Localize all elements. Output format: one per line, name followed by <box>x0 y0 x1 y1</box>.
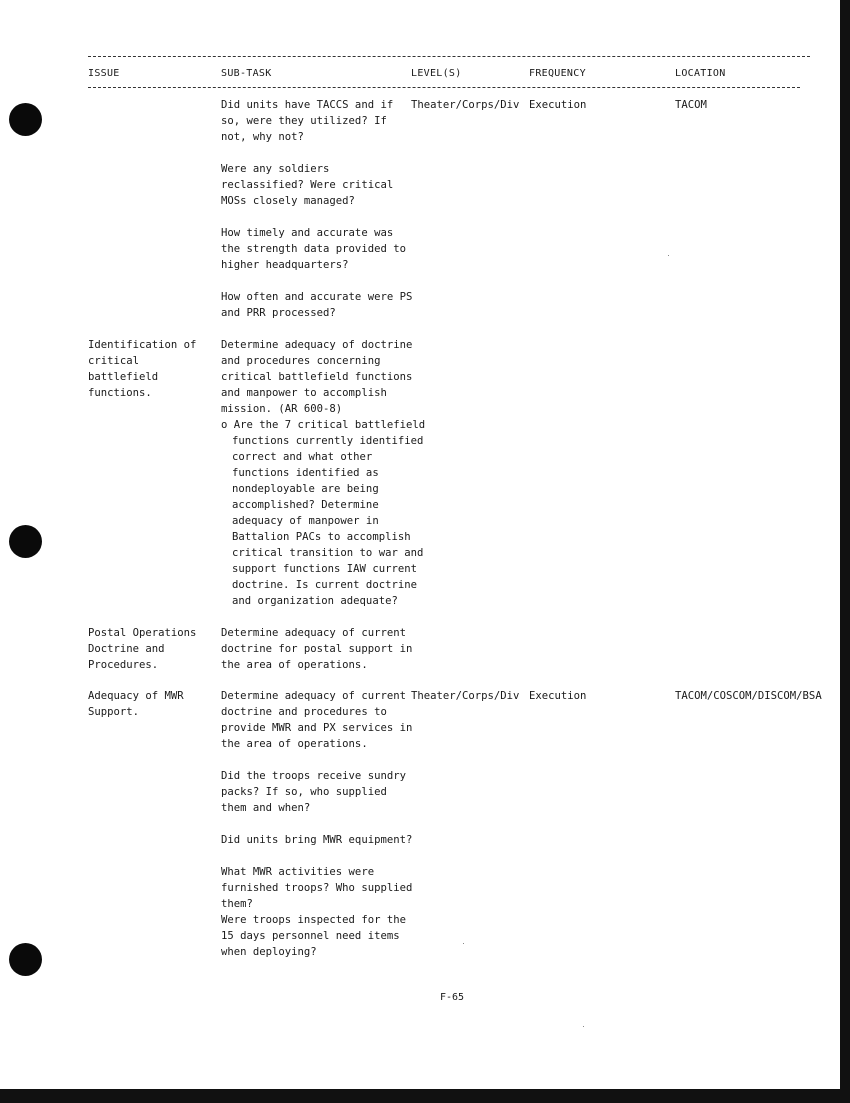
subtask-text: Determine adequacy of current doctrine and procedures to provide MWR and PX services in the area of operations. <box>221 690 413 750</box>
issue-cell: Identification of critical battlefield functions. <box>88 339 197 399</box>
subtask-text: Determine adequacy of doctrine and procedures concerning critical battlefield functions and manpower to accomplish mission. (AR 600-8) <box>221 339 413 415</box>
issue-cell: Postal Operations Doctrine and Procedures. <box>88 627 197 671</box>
subtask-text: Did the troops receive sundry packs? If so, who supplied them and when? <box>221 770 406 814</box>
frequency-cell: Execution <box>529 99 587 111</box>
subtask-text: How often and accurate were PS and PRR processed? <box>221 291 413 319</box>
punch-hole <box>9 525 42 558</box>
subtask-text: Determine adequacy of current doctrine for postal support in the area of operations. <box>221 627 413 671</box>
punch-hole <box>9 103 42 136</box>
subtask-text: What MWR activities were furnished troops? Who supplied them? <box>221 866 413 910</box>
scan-edge-right <box>840 0 850 1103</box>
subtask-text: Did units have TACCS and if so, were they utilized? If not, why not? <box>221 99 394 143</box>
subtask-text: How timely and accurate was the strength data provided to higher headquarters? <box>221 227 406 271</box>
level-cell: Theater/Corps/Div <box>411 690 520 702</box>
level-cell: Theater/Corps/Div <box>411 99 520 111</box>
subtask-text: Did units bring MWR equipment? <box>221 834 413 846</box>
header-bottom-rule <box>88 87 800 88</box>
location-cell: TACOM <box>675 99 707 111</box>
subtask-text: Were any soldiers reclassified? Were critical MOSs closely managed? <box>221 163 394 207</box>
issue-cell: Adequacy of MWR Support. <box>88 690 184 718</box>
column-header-issue: ISSUE <box>88 68 120 79</box>
column-header-levels: LEVEL(S) <box>411 68 462 79</box>
location-cell: TACOM/COSCOM/DISCOM/BSA <box>675 690 822 702</box>
scan-edge-bottom <box>0 1089 850 1103</box>
column-header-frequency: FREQUENCY <box>529 68 586 79</box>
scan-speck <box>463 943 464 944</box>
column-header-subtask: SUB-TASK <box>221 68 272 79</box>
column-header-location: LOCATION <box>675 68 726 79</box>
page-number: F-65 <box>440 992 465 1003</box>
punch-hole <box>9 943 42 976</box>
subtask-text: Were troops inspected for the 15 days personnel need items when deploying? <box>221 914 406 958</box>
scan-speck <box>583 1026 584 1027</box>
subtask-bullet: o Are the 7 critical battlefield functions currently identified correct and what other functions identified as nondeployable are being accomplished? Determine adequacy of manpower in Battalion PACs to accomplish critical transition to war and support functions IAW current doctrine. Is current doctrine and organization adequate? <box>221 419 426 607</box>
scan-speck <box>668 255 669 256</box>
frequency-cell: Execution <box>529 690 587 702</box>
table-top-rule <box>88 56 810 57</box>
